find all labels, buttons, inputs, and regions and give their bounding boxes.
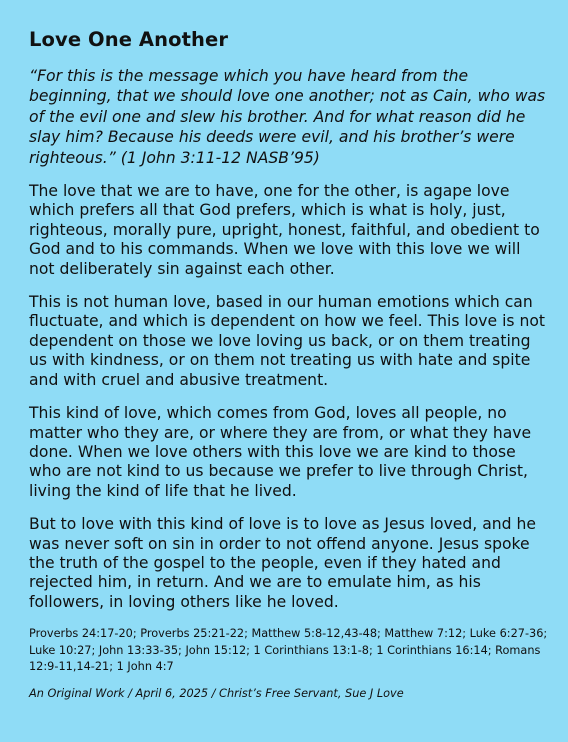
author-footer: An Original Work / April 6, 2025 / Christ’s Free Servant, Sue J Love xyxy=(29,686,404,700)
quote-text: “For this is the message which you have heard from the beginning, that we should love one another; not as Cain, who was of the evil one and slew his brother. And for what reason did he slay him? Because his deeds were evil, and his brother’s were righteous.” xyxy=(29,67,546,167)
paragraph-loves-all-people: This kind of love, which comes from God, loves all people, no matter who they are, or where they are from, or what they have done. When we love others with this love we are kind to those who are not kind to us because we prefer to live through Christ, living the kind of life that he lived. xyxy=(29,404,532,500)
scripture-quote xyxy=(29,66,548,168)
paragraph-agape-love: The love that we are to have, one for the other, is agape love which prefers all that God prefers, which is what is holy, just, righteous, morally pure, upright, honest, faithful, and obedient to God and to his commands. When we love with this love we will not deliberately sin against each other. xyxy=(29,182,540,278)
scripture-references: Proverbs 24:17-20; Proverbs 25:21-22; Matthew 5:8-12,43-48; Matthew 7:12; Luke 6:27-36; Luke 10:27; John 13:33-35; John 15:12; 1 Corinthians 13:1-8; 1 Corinthians 16:14; Romans 12:9-11,14-21; 1 John 4:7 xyxy=(29,627,548,674)
paragraph-love-as-jesus: But to love with this kind of love is to love as Jesus loved, and he was never soft on sin in order to not offend anyone. Jesus spoke the truth of the gospel to the people, even if they hated and rejected him, in return. And we are to emulate him, as his followers, in loving others like he loved. xyxy=(29,515,536,611)
paragraph-not-human-love: This is not human love, based in our human emotions which can fluctuate, and which is dependent on how we feel. This love is not dependent on those we love loving us back, or on them treating us with kindness, or on them not treating us with hate and spite and with cruel and abusive treatment. xyxy=(29,293,546,389)
quote-citation: (1 John 3:11-12 NASB’95) xyxy=(115,148,320,167)
page-title: Love One Another xyxy=(29,28,229,51)
